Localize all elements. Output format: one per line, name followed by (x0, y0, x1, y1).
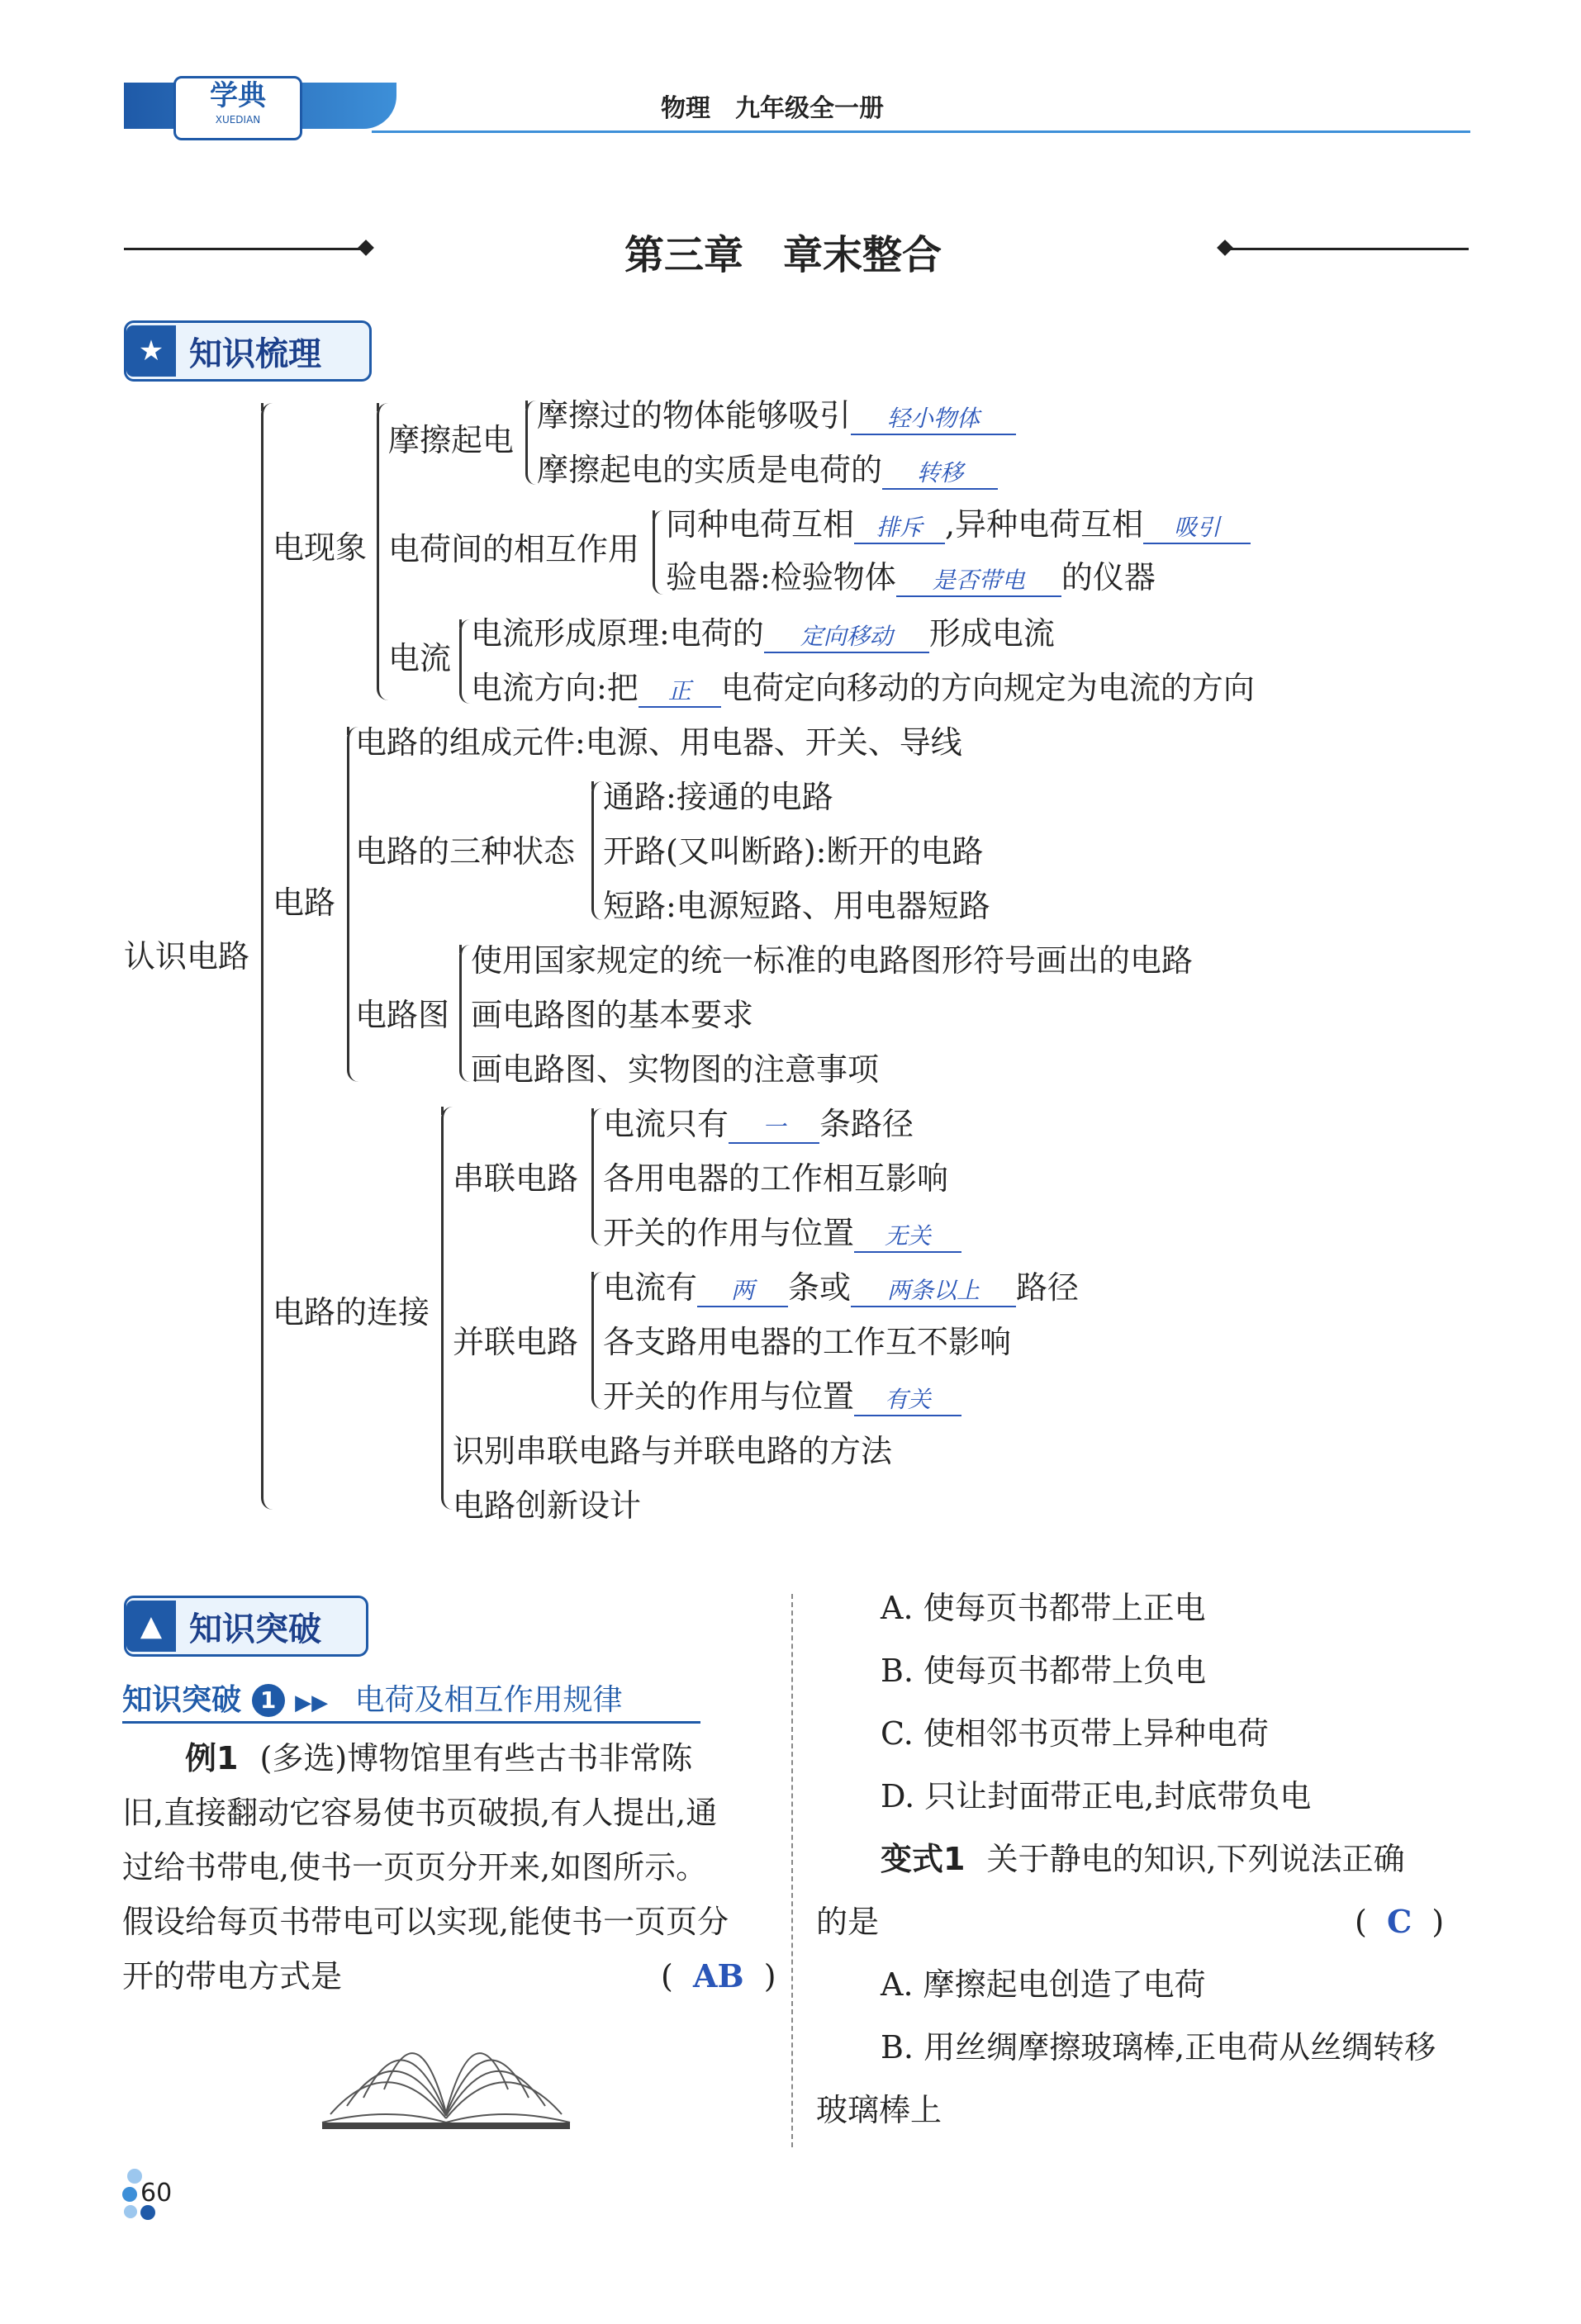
header-line (372, 130, 1470, 133)
parallel-text-3a: 开关的作用与位置 (603, 1378, 855, 1415)
example1-option-c: C. 使相邻书页带上异种电荷 (881, 1715, 1269, 1752)
parallel-2: 各支路用电器的工作互不影响 (603, 1324, 1012, 1360)
state-3: 短路:电源短路、用电器短路 (603, 888, 990, 924)
interaction-line-1 (666, 505, 1251, 544)
friction-text-2: 摩擦起电的实质是电荷的 (537, 452, 883, 488)
example1-line-1 (122, 1731, 775, 1786)
current-text-1a: 电流形成原理:电荷的 (471, 615, 764, 652)
parallel-text-1b: 条或 (788, 1269, 852, 1306)
interaction-text-2b: 的仪器 (1061, 559, 1156, 595)
identify-methods: 识别串联电路与并联电路的方法 (453, 1433, 893, 1469)
brace-connection (441, 1107, 453, 1510)
answer-current-2: 正 (667, 677, 691, 704)
circuit-components: 电路的组成元件:电源、用电器、开关、导线 (355, 724, 962, 761)
topic-number: 1 (259, 1686, 277, 1714)
current-line-2 (471, 669, 1255, 708)
title-rule-left (124, 248, 363, 250)
current-text-2b: 电荷定向移动的方向规定为电流的方向 (720, 670, 1255, 706)
example1-text-2: 过给书带电,使书一页页分开来,如图所示。 (122, 1849, 708, 1885)
example1-option-d: D. 只让封面带正电,封底带负电 (881, 1778, 1312, 1814)
example1-text-1: 旧,直接翻动它容易使书页破损,有人提出,通 (122, 1795, 718, 1831)
answer-friction-2: 转移 (917, 459, 964, 486)
series-text-1b: 条路径 (819, 1106, 914, 1142)
column-divider (791, 1594, 793, 2147)
example1-text-3: 假设给每页书带电可以实现,能使书一页页分 (122, 1904, 729, 1940)
variant1-line-1 (881, 1832, 1405, 1886)
logo-subtext: XUEDIAN (215, 114, 261, 126)
diagram-3: 画电路图、实物图的注意事项 (471, 1051, 880, 1088)
diagram-1: 使用国家规定的统一标准的电路图形符号画出的电路 (471, 942, 1194, 979)
section-badge-knowledge-breakthrough (124, 1596, 368, 1657)
example1-text-4: 开的带电方式是 (122, 1958, 343, 1994)
variant1-answer: C (1386, 1903, 1412, 1940)
current-text-1b: 形成电流 (928, 615, 1055, 652)
example1-option-b: B. 使每页书都带上负电 (881, 1653, 1207, 1689)
header-subject: 物理 九年级全一册 (661, 94, 884, 123)
brace-interaction (653, 510, 663, 595)
brace-root (261, 403, 275, 1510)
topic-prefix: 知识突破 (122, 1683, 242, 1717)
node-root: 认识电路 (124, 938, 250, 975)
friction-line-1 (537, 396, 1016, 435)
node-interaction: 电荷间的相互作用 (388, 531, 640, 567)
section-label: 知识梳理 (189, 334, 321, 373)
answer-interaction-1b: 吸引 (1174, 514, 1221, 541)
series-text-3a: 开关的作用与位置 (603, 1215, 855, 1251)
innovative-design: 电路创新设计 (453, 1487, 642, 1524)
parallel-text-1a: 电流有 (603, 1269, 698, 1306)
double-arrow-icon: ▶▶ (295, 1691, 329, 1715)
variant1-option-b-cont: 玻璃棒上 (816, 2092, 942, 2128)
answer-series-3: 无关 (885, 1222, 932, 1250)
friction-text-1: 摩擦过的物体能够吸引 (537, 397, 852, 434)
series-text-1a: 电流只有 (603, 1106, 729, 1142)
title-rule-right (1227, 248, 1469, 250)
answer-interaction-2: 是否带电 (932, 567, 1025, 594)
parallel-line-1 (603, 1269, 1079, 1307)
brace-states (591, 781, 602, 920)
current-text-2a: 电流方向:把 (471, 670, 639, 706)
series-line-3 (603, 1214, 961, 1253)
header-banner (124, 76, 1470, 137)
variant1-answer-bracket: ( C ) (1355, 1903, 1445, 1940)
node-phenomena: 电现象 (273, 529, 368, 566)
topic-title: 电荷及相互作用规律 (354, 1683, 623, 1717)
brace-phenomena (377, 403, 389, 700)
parallel-text-1c: 路径 (1016, 1269, 1080, 1306)
variant1-text-1: 关于静电的知识,下列说法正确 (986, 1841, 1405, 1877)
friction-line-2 (537, 451, 998, 490)
state-1: 通路:接通的电路 (603, 779, 833, 815)
answer-current-1: 定向移动 (800, 623, 893, 650)
answer-parallel-1a: 两 (731, 1277, 755, 1304)
interaction-text-1b: ,异种电荷互相 (945, 506, 1144, 543)
node-diagram: 电路图 (355, 997, 450, 1033)
parallel-line-3 (603, 1378, 961, 1416)
open-book-image (314, 1999, 578, 2139)
chapter-title: 第三章 章末整合 (624, 232, 942, 278)
logo (173, 76, 302, 140)
topic-number-badge (252, 1684, 285, 1717)
interaction-text-2a: 验电器:检验物体 (666, 559, 896, 595)
state-2: 开路(又叫断路):断开的电路 (603, 833, 984, 870)
section-badge-knowledge-review (124, 320, 372, 382)
telescope-icon: ★ (126, 325, 176, 377)
variant1-text-2: 的是 (816, 1904, 880, 1940)
current-line-1 (471, 614, 1055, 653)
node-states: 电路的三种状态 (355, 833, 576, 870)
logo-text: 学典 (210, 79, 266, 112)
answer-series-1: 一 (762, 1113, 786, 1141)
bar-chart-icon: ▲ (126, 1601, 176, 1652)
brace-series (591, 1108, 602, 1245)
node-friction: 摩擦起电 (388, 422, 515, 458)
page-number: 60 (140, 2179, 173, 2208)
answer-friction-1: 轻小物体 (887, 405, 980, 432)
node-current: 电流 (388, 640, 452, 676)
series-2: 各用电器的工作相互影响 (603, 1160, 949, 1197)
example1-option-a: A. 使每页书都带上正电 (881, 1590, 1206, 1626)
node-parallel: 并联电路 (453, 1324, 579, 1360)
series-line-1 (603, 1105, 914, 1144)
node-circuit: 电路 (273, 885, 336, 921)
brace-current (459, 619, 470, 704)
interaction-line-2 (666, 558, 1156, 597)
topic-heading (122, 1677, 700, 1724)
variant1-label: 变式1 (881, 1841, 966, 1877)
node-series: 串联电路 (453, 1160, 579, 1197)
diagram-2: 画电路图的基本要求 (471, 997, 754, 1033)
section-label: 知识突破 (189, 1610, 321, 1648)
brace-friction (525, 401, 536, 485)
interaction-text-1a: 同种电荷互相 (666, 506, 855, 543)
answer-parallel-3: 有关 (885, 1386, 932, 1413)
variant1-option-b: B. 用丝绸摩擦玻璃棒,正电荷从丝绸转移 (881, 2029, 1436, 2066)
example1-label: 例1 (185, 1740, 239, 1776)
example1-text-0: (多选)博物馆里有些古书非常陈 (259, 1740, 693, 1776)
brace-diagram (459, 945, 470, 1082)
example1-answer-bracket: ( AB ) (661, 1957, 776, 1994)
example1-answer: AB (692, 1957, 744, 1994)
brace-parallel (591, 1272, 602, 1409)
title-diamond-left (358, 240, 374, 256)
answer-interaction-1a: 排斥 (876, 514, 923, 541)
variant1-option-a: A. 摩擦起电创造了电荷 (881, 1966, 1206, 2003)
node-connection: 电路的连接 (273, 1294, 430, 1330)
answer-parallel-1b: 两条以上 (887, 1277, 980, 1304)
